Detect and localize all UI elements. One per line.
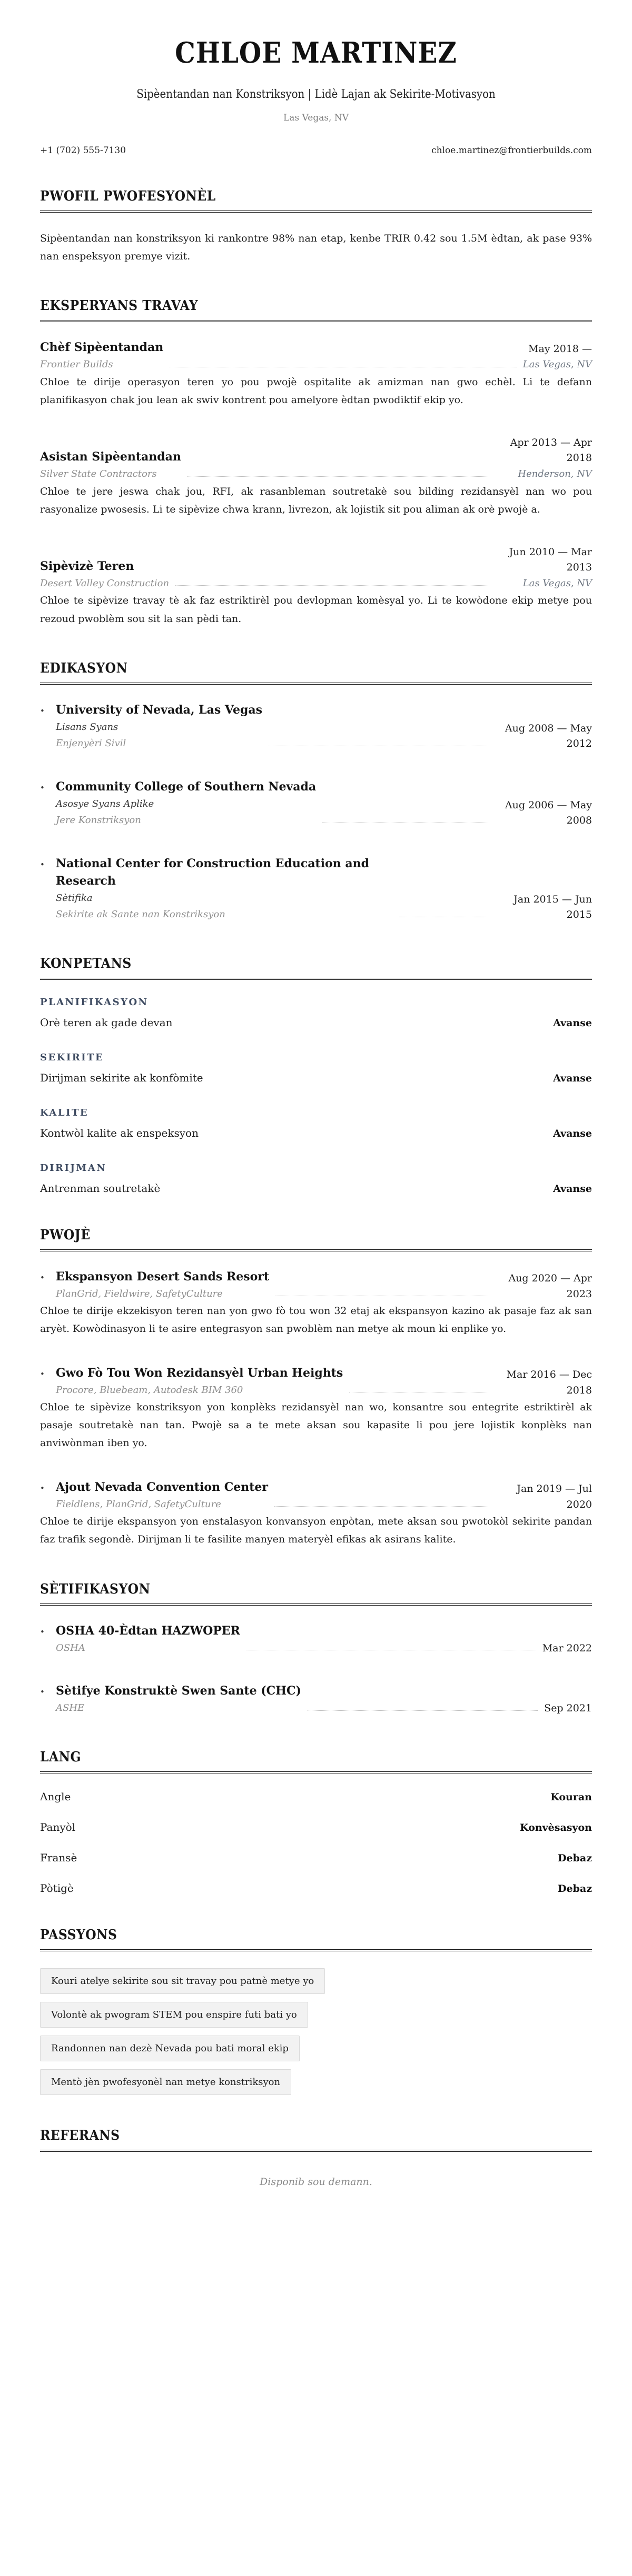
project-dates: Jan 2019 — Jul 2020 <box>517 1483 592 1510</box>
school-name: National Center for Construction Education and Research <box>56 856 369 888</box>
language-name: Fransè <box>40 1851 77 1864</box>
section-education <box>40 660 592 923</box>
job-left <box>40 339 163 373</box>
education-left <box>56 855 393 923</box>
project-right <box>495 1481 592 1512</box>
job-dates: Apr 2013 — Apr 2018 <box>510 437 592 464</box>
certification-entry <box>40 1682 592 1717</box>
job-title: Chèf Sipèentandan <box>40 340 164 355</box>
education-right <box>495 798 592 829</box>
skill-name: Dirijman sekirite ak konfòmite <box>40 1071 203 1084</box>
dotted-leader <box>187 476 488 477</box>
language-name: Angle <box>40 1790 71 1803</box>
section-interests <box>40 1927 592 2095</box>
project-name: Ekspansyon Desert Sands Resort <box>56 1269 270 1284</box>
resume-header <box>40 36 592 156</box>
project-name: Ajout Nevada Convention Center <box>56 1480 269 1494</box>
degree: Sètifika <box>56 892 93 904</box>
bullet-icon <box>40 1682 56 1697</box>
certification-left <box>56 1682 301 1717</box>
language-row <box>40 1851 592 1864</box>
certification-entry <box>40 1622 592 1657</box>
job-dates: Jun 2010 — Mar 2013 <box>509 546 592 574</box>
project-description: Chloe te sipèvize konstriksyon yon konplèks rezidansyèl nan wo, konsantre sou entegrite estriktirèl ak pasaje soutretakè nan tan. Pwojè sa a te mete aksan sou kapasite li pou jere lojistik konplèks nan anviwònman iben yo. <box>40 1401 592 1449</box>
candidate-name: CHLOE MARTINEZ <box>175 36 457 69</box>
email-address: chloe.martinez@frontierbuilds.com <box>431 145 592 156</box>
skill-group <box>40 1107 592 1139</box>
language-row <box>40 1790 592 1803</box>
certification-header <box>40 1682 592 1717</box>
field-of-study: Enjenyèri Sivil <box>56 738 126 749</box>
language-name: Panyòl <box>40 1820 76 1833</box>
school-name: Community College of Southern Nevada <box>56 779 317 794</box>
degree: Asosye Syans Aplike <box>56 798 154 809</box>
job-left <box>40 558 169 592</box>
candidate-tagline: Sipèentandan nan Konstriksyon | Lidè Lajan ak Sekirite-Motivasyon <box>136 87 496 101</box>
job-location: Las Vegas, NV <box>522 359 592 370</box>
job-right <box>523 342 592 373</box>
interest-tag: Mentò jèn pwofesyonèl nan metye konstriksyon <box>40 2069 291 2095</box>
project-header <box>40 1365 592 1399</box>
project-left <box>56 1268 269 1302</box>
skill-group <box>40 1052 592 1084</box>
education-header <box>40 855 592 923</box>
job-header <box>40 339 592 373</box>
candidate-location: Las Vegas, NV <box>283 112 349 123</box>
project-right <box>495 1367 592 1398</box>
project-entry <box>40 1479 592 1549</box>
language-name: Pòtigè <box>40 1881 74 1895</box>
job-description: Chloe te dirije operasyon teren yo pou pwojè ospitalite ak amizman nan gwo echèl. Li te defann planifikasyon chak jou lean ak swiv kontrent pou amelyore èdtan pwodiktif ekip yo. <box>40 376 592 406</box>
language-level: Debaz <box>558 1882 592 1895</box>
bullet-icon <box>40 778 56 793</box>
bullet-icon <box>40 855 56 869</box>
job-description: Chloe te sipèvize travay tè ak faz estriktirèl pou devlopman komèsyal yo. Li te kowòdone ekip metye pou rezoud pwoblèm sou sit la san pèdi tan. <box>40 595 592 625</box>
language-level: Kouran <box>550 1791 592 1803</box>
section-title-skills: KONPETANS <box>40 956 592 980</box>
section-title-experience: EKSPERYANS TRAVAY <box>40 298 592 322</box>
section-title-projects: PWOJÈ <box>40 1227 592 1251</box>
education-header <box>40 701 592 752</box>
education-dates: Jan 2015 — Jun 2015 <box>514 893 592 921</box>
certification-issuer: OSHA <box>56 1642 85 1653</box>
education-entry <box>40 855 592 923</box>
project-dates: Mar 2016 — Dec 2018 <box>506 1369 592 1396</box>
job-title: Asistan Sipèentandan <box>40 450 181 464</box>
certification-date: Sep 2021 <box>544 1702 592 1715</box>
job-right <box>495 545 592 592</box>
skill-category: KALITE <box>40 1107 89 1118</box>
education-header <box>40 778 592 829</box>
education-entry <box>40 778 592 829</box>
bullet-icon <box>40 1268 56 1282</box>
profile-summary: Sipèentandan nan konstriksyon ki rankontre 98% nan etap, kenbe TRIR 0.42 sou 1.5M èdtan, ak pase 93% nan enspeksyon premye vizit. <box>40 232 592 262</box>
section-title-profile: PWOFIL PWOFESYONÈL <box>40 188 592 213</box>
education-left <box>56 778 316 829</box>
skill-name: Orè teren ak gade devan <box>40 1016 173 1029</box>
phone-number: +1 (702) 555-7130 <box>40 145 126 156</box>
school-name: University of Nevada, Las Vegas <box>56 703 262 717</box>
skill-group <box>40 997 592 1029</box>
skill-name: Antrenman soutretakè <box>40 1181 161 1195</box>
field-of-study: Jere Konstriksyon <box>56 815 141 826</box>
section-title-education: EDIKASYON <box>40 660 592 685</box>
section-skills <box>40 956 592 1195</box>
education-entry <box>40 701 592 752</box>
job-entry <box>40 545 592 628</box>
job-description: Chloe te jere jeswa chak jou, RFI, ak rasanbleman soutretakè sou bilding rezidansyèl nan wo pou rasyonalize pwosesis. Li te sipèvize chwa krann, livrezon, ak lojistik sit pou aliman ak orè pwojè a. <box>40 485 592 515</box>
dotted-leader <box>308 1710 538 1711</box>
certification-date: Mar 2022 <box>542 1642 592 1654</box>
job-company: Silver State Contractors <box>40 468 157 480</box>
project-dates: Aug 2020 — Apr 2023 <box>508 1272 592 1300</box>
section-references <box>40 2128 592 2188</box>
section-title-languages: LANG <box>40 1749 592 1773</box>
education-dates: Aug 2008 — May 2012 <box>505 722 592 750</box>
section-title-interests: PASSYONS <box>40 1927 592 1951</box>
bullet-icon <box>40 701 56 716</box>
interest-tag: Kouri atelye sekirite sou sit travay pou patnè metye yo <box>40 1968 325 1994</box>
skill-name: Kontwòl kalite ak enspeksyon <box>40 1126 199 1139</box>
section-languages <box>40 1749 592 1895</box>
certification-right <box>544 1701 592 1716</box>
project-right <box>495 1271 592 1302</box>
job-header <box>40 435 592 482</box>
contact-row <box>40 145 592 156</box>
certification-name: OSHA 40-Èdtan HAZWOPER <box>56 1623 240 1638</box>
bullet-icon <box>40 1365 56 1379</box>
skill-level: Avanse <box>553 1182 592 1195</box>
section-projects <box>40 1227 592 1549</box>
references-note: Disponib sou demann. <box>260 2176 372 2188</box>
certification-issuer: ASHE <box>56 1702 85 1714</box>
certification-header <box>40 1622 592 1657</box>
section-profile <box>40 188 592 265</box>
education-dates: Aug 2006 — May 2008 <box>505 799 592 827</box>
job-company: Frontier Builds <box>40 359 113 370</box>
interest-tag: Volontè ak pwogram STEM pou enspire futi bati yo <box>40 2002 308 2028</box>
skill-level: Avanse <box>553 1072 592 1084</box>
skill-group <box>40 1162 592 1195</box>
project-description: Chloe te dirije ekzekisyon teren nan yon gwo fò tou won 32 etaj ak ekspansyon kazino ak pasaje faz ak san aryèt. Kowòdinasyon li te asire entegrasyon san pwoblèm nan metye ak moun ki enplike yo. <box>40 1305 592 1335</box>
job-header <box>40 545 592 592</box>
skill-category: DIRIJMAN <box>40 1162 107 1174</box>
skill-level: Avanse <box>553 1017 592 1029</box>
education-left <box>56 701 262 752</box>
job-company: Desert Valley Construction <box>40 577 170 589</box>
skill-category: SEKIRITE <box>40 1051 104 1063</box>
dotted-leader <box>274 1506 488 1507</box>
job-title: Sipèvizè Teren <box>40 559 134 573</box>
language-level: Konvèsasyon <box>520 1821 592 1833</box>
dotted-leader <box>175 585 488 586</box>
job-left <box>40 448 181 483</box>
job-entry <box>40 435 592 518</box>
section-title-references: REFERANS <box>40 2128 592 2152</box>
project-tools: Procore, Bluebeam, Autodesk BIM 360 <box>56 1384 243 1396</box>
education-right <box>495 721 592 752</box>
project-left <box>56 1365 343 1399</box>
job-right <box>495 435 592 482</box>
project-name: Gwo Fò Tou Won Rezidansyèl Urban Heights <box>56 1366 343 1380</box>
skill-level: Avanse <box>553 1127 592 1139</box>
education-right <box>495 892 592 923</box>
project-entry <box>40 1365 592 1452</box>
job-location: Las Vegas, NV <box>522 577 592 589</box>
certification-name: Sètifye Konstruktè Swen Sante (CHC) <box>56 1684 301 1698</box>
skill-category: PLANIFIKASYON <box>40 996 149 1008</box>
job-entry <box>40 339 592 409</box>
certification-right <box>542 1641 592 1656</box>
skill-row <box>40 1182 592 1195</box>
project-left <box>56 1479 268 1513</box>
project-header <box>40 1268 592 1302</box>
project-tools: PlanGrid, Fieldwire, SafetyCulture <box>56 1288 223 1299</box>
project-entry <box>40 1268 592 1338</box>
language-row <box>40 1882 592 1895</box>
section-title-certifications: SÈTIFIKASYON <box>40 1581 592 1606</box>
skill-row <box>40 1016 592 1029</box>
interest-tag: Randonnen nan dezè Nevada pou bati moral ekip <box>40 2036 300 2061</box>
job-dates: May 2018 — <box>528 343 592 355</box>
language-level: Debaz <box>558 1852 592 1864</box>
degree: Lisans Syans <box>56 721 118 733</box>
section-certifications <box>40 1581 592 1717</box>
bullet-icon <box>40 1622 56 1637</box>
bullet-icon <box>40 1479 56 1493</box>
field-of-study: Sekirite ak Sante nan Konstriksyon <box>56 909 225 920</box>
job-location: Henderson, NV <box>518 468 592 479</box>
project-tools: Fieldlens, PlanGrid, SafetyCulture <box>56 1498 221 1510</box>
skill-row <box>40 1127 592 1139</box>
language-row <box>40 1821 592 1833</box>
project-description: Chloe te dirije ekspansyon yon enstalasyon konvansyon enpòtan, mete aksan sou pwotokòl sekirite pandan faz trafik segondè. Dirijman li te fasilite manyen materyèl efikas ak asirans kalite. <box>40 1516 592 1546</box>
certification-left <box>56 1622 240 1657</box>
project-header <box>40 1479 592 1513</box>
section-experience <box>40 298 592 628</box>
skill-row <box>40 1071 592 1084</box>
